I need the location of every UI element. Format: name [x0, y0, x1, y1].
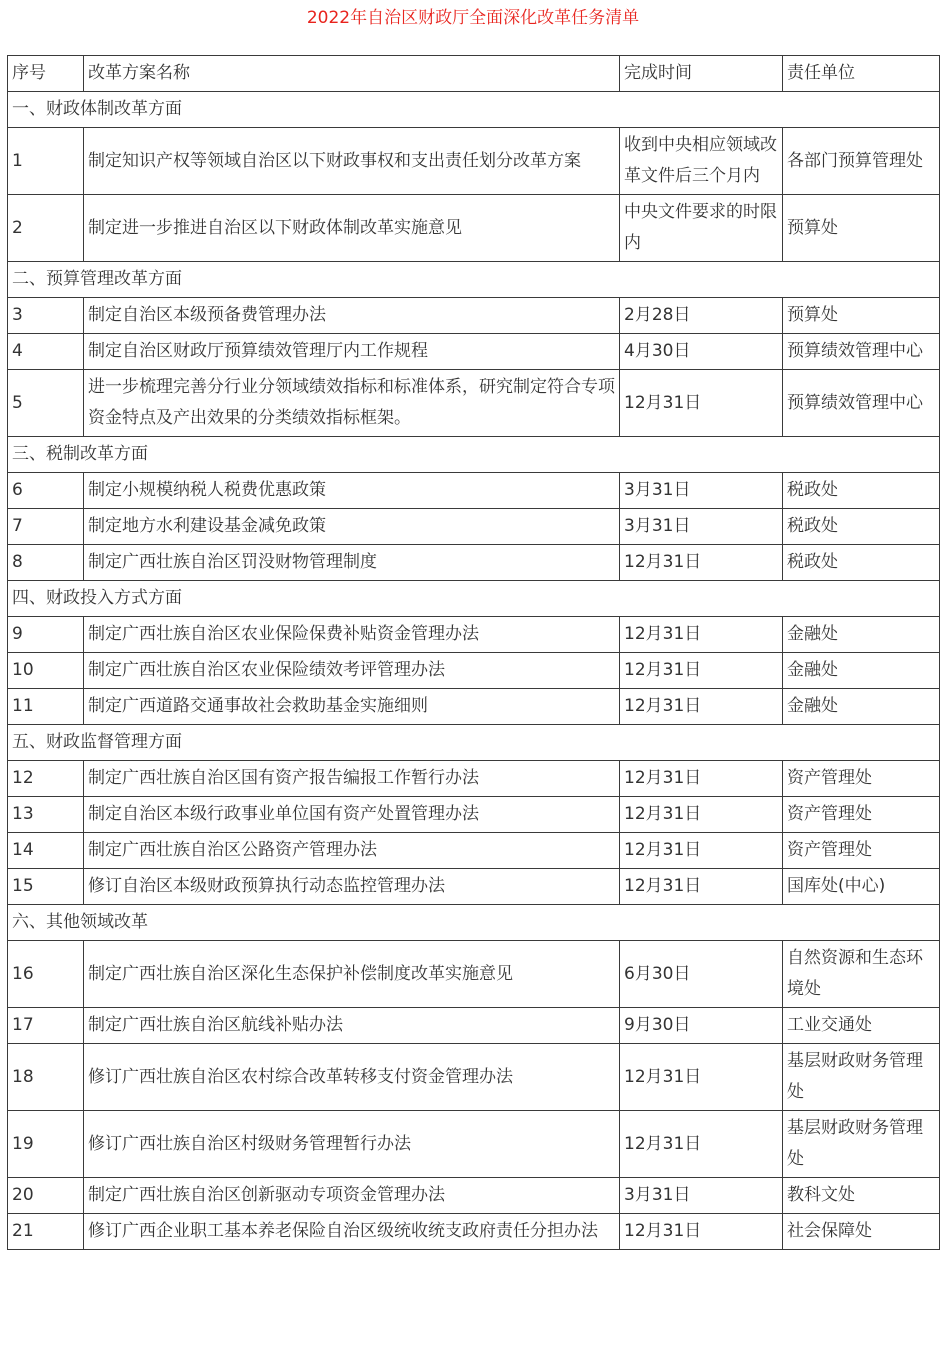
- table-row: [8, 1044, 940, 1111]
- cell-unit: 预算处: [783, 298, 940, 334]
- cell-deadline: 4月30日: [620, 334, 783, 370]
- header-no: 序号: [8, 56, 84, 92]
- cell-name: 修订广西壮族自治区村级财务管理暂行办法: [84, 1111, 620, 1178]
- cell-deadline: 中央文件要求的时限内: [620, 195, 783, 262]
- table-row: [8, 797, 940, 833]
- cell-unit: 基层财政财务管理处: [783, 1111, 940, 1178]
- table-row: [8, 833, 940, 869]
- cell-deadline: 3月31日: [620, 473, 783, 509]
- section-row: [8, 581, 940, 617]
- cell-deadline: 6月30日: [620, 941, 783, 1008]
- cell-unit: 资产管理处: [783, 797, 940, 833]
- cell-unit: 教科文处: [783, 1178, 940, 1214]
- cell-unit: 各部门预算管理处: [783, 128, 940, 195]
- task-table-body: [8, 56, 940, 1250]
- section-row: [8, 437, 940, 473]
- cell-name: 制定地方水利建设基金减免政策: [84, 509, 620, 545]
- cell-deadline: 3月31日: [620, 1178, 783, 1214]
- cell-no: 11: [8, 689, 84, 725]
- table-row: [8, 617, 940, 653]
- table-row: [8, 545, 940, 581]
- cell-no: 21: [8, 1214, 84, 1250]
- cell-deadline: 12月31日: [620, 869, 783, 905]
- task-table: [7, 55, 940, 1250]
- table-header-row: [8, 56, 940, 92]
- table-row: [8, 334, 940, 370]
- table-row: [8, 370, 940, 437]
- cell-name: 制定自治区本级行政事业单位国有资产处置管理办法: [84, 797, 620, 833]
- cell-deadline: 12月31日: [620, 833, 783, 869]
- cell-unit: 预算绩效管理中心: [783, 370, 940, 437]
- table-row: [8, 1178, 940, 1214]
- section-title: 三、税制改革方面: [8, 437, 940, 473]
- cell-name: 制定广西壮族自治区创新驱动专项资金管理办法: [84, 1178, 620, 1214]
- cell-deadline: 12月31日: [620, 1214, 783, 1250]
- cell-name: 制定进一步推进自治区以下财政体制改革实施意见: [84, 195, 620, 262]
- cell-name: 制定自治区财政厅预算绩效管理厅内工作规程: [84, 334, 620, 370]
- cell-unit: 预算绩效管理中心: [783, 334, 940, 370]
- cell-unit: 金融处: [783, 617, 940, 653]
- table-row: [8, 1214, 940, 1250]
- cell-name: 制定知识产权等领域自治区以下财政事权和支出责任划分改革方案: [84, 128, 620, 195]
- table-row: [8, 869, 940, 905]
- cell-name: 制定小规模纳税人税费优惠政策: [84, 473, 620, 509]
- cell-name: 进一步梳理完善分行业分领域绩效指标和标准体系，研究制定符合专项资金特点及产出效果的分类绩效指标框架。: [84, 370, 620, 437]
- table-row: [8, 473, 940, 509]
- table-row: [8, 761, 940, 797]
- table-row: [8, 509, 940, 545]
- cell-name: 制定广西壮族自治区罚没财物管理制度: [84, 545, 620, 581]
- table-row: [8, 689, 940, 725]
- cell-deadline: 9月30日: [620, 1008, 783, 1044]
- cell-unit: 工业交通处: [783, 1008, 940, 1044]
- cell-deadline: 12月31日: [620, 653, 783, 689]
- cell-no: 14: [8, 833, 84, 869]
- cell-unit: 税政处: [783, 509, 940, 545]
- cell-no: 20: [8, 1178, 84, 1214]
- cell-no: 18: [8, 1044, 84, 1111]
- section-row: [8, 262, 940, 298]
- cell-no: 3: [8, 298, 84, 334]
- section-row: [8, 725, 940, 761]
- cell-name: 制定广西壮族自治区公路资产管理办法: [84, 833, 620, 869]
- table-row: [8, 1008, 940, 1044]
- table-row: [8, 653, 940, 689]
- cell-no: 9: [8, 617, 84, 653]
- table-row: [8, 128, 940, 195]
- cell-no: 12: [8, 761, 84, 797]
- cell-deadline: 12月31日: [620, 617, 783, 653]
- cell-deadline: 12月31日: [620, 761, 783, 797]
- cell-deadline: 12月31日: [620, 370, 783, 437]
- cell-unit: 金融处: [783, 653, 940, 689]
- cell-no: 13: [8, 797, 84, 833]
- cell-deadline: 12月31日: [620, 797, 783, 833]
- cell-no: 16: [8, 941, 84, 1008]
- cell-deadline: 2月28日: [620, 298, 783, 334]
- cell-name: 修订自治区本级财政预算执行动态监控管理办法: [84, 869, 620, 905]
- section-title: 五、财政监督管理方面: [8, 725, 940, 761]
- cell-deadline: 12月31日: [620, 1111, 783, 1178]
- cell-no: 17: [8, 1008, 84, 1044]
- cell-name: 制定广西壮族自治区国有资产报告编报工作暂行办法: [84, 761, 620, 797]
- cell-name: 修订广西壮族自治区农村综合改革转移支付资金管理办法: [84, 1044, 620, 1111]
- cell-unit: 资产管理处: [783, 761, 940, 797]
- table-row: [8, 298, 940, 334]
- cell-deadline: 12月31日: [620, 689, 783, 725]
- cell-name: 制定自治区本级预备费管理办法: [84, 298, 620, 334]
- table-row: [8, 1111, 940, 1178]
- cell-deadline: 3月31日: [620, 509, 783, 545]
- cell-unit: 社会保障处: [783, 1214, 940, 1250]
- cell-no: 2: [8, 195, 84, 262]
- page-title: 2022年自治区财政厅全面深化改革任务清单: [306, 8, 640, 28]
- cell-no: 15: [8, 869, 84, 905]
- cell-name: 修订广西企业职工基本养老保险自治区级统收统支政府责任分担办法: [84, 1214, 620, 1250]
- cell-no: 1: [8, 128, 84, 195]
- cell-unit: 预算处: [783, 195, 940, 262]
- cell-deadline: 收到中央相应领域改革文件后三个月内: [620, 128, 783, 195]
- cell-no: 5: [8, 370, 84, 437]
- section-title: 六、其他领域改革: [8, 905, 940, 941]
- section-title: 一、财政体制改革方面: [8, 92, 940, 128]
- section-row: [8, 905, 940, 941]
- cell-no: 8: [8, 545, 84, 581]
- cell-name: 制定广西壮族自治区农业保险保费补贴资金管理办法: [84, 617, 620, 653]
- header-unit: 责任单位: [783, 56, 940, 92]
- cell-unit: 自然资源和生态环境处: [783, 941, 940, 1008]
- cell-name: 制定广西壮族自治区深化生态保护补偿制度改革实施意见: [84, 941, 620, 1008]
- cell-unit: 基层财政财务管理处: [783, 1044, 940, 1111]
- cell-name: 制定广西道路交通事故社会救助基金实施细则: [84, 689, 620, 725]
- cell-no: 19: [8, 1111, 84, 1178]
- section-title: 二、预算管理改革方面: [8, 262, 940, 298]
- cell-no: 4: [8, 334, 84, 370]
- cell-unit: 税政处: [783, 545, 940, 581]
- cell-name: 制定广西壮族自治区农业保险绩效考评管理办法: [84, 653, 620, 689]
- table-row: [8, 195, 940, 262]
- cell-no: 10: [8, 653, 84, 689]
- cell-no: 6: [8, 473, 84, 509]
- table-row: [8, 941, 940, 1008]
- cell-deadline: 12月31日: [620, 1044, 783, 1111]
- cell-unit: 金融处: [783, 689, 940, 725]
- cell-unit: 国库处(中心): [783, 869, 940, 905]
- header-deadline: 完成时间: [620, 56, 783, 92]
- cell-no: 7: [8, 509, 84, 545]
- cell-unit: 税政处: [783, 473, 940, 509]
- cell-deadline: 12月31日: [620, 545, 783, 581]
- cell-name: 制定广西壮族自治区航线补贴办法: [84, 1008, 620, 1044]
- section-row: [8, 92, 940, 128]
- section-title: 四、财政投入方式方面: [8, 581, 940, 617]
- cell-unit: 资产管理处: [783, 833, 940, 869]
- header-name: 改革方案名称: [84, 56, 620, 92]
